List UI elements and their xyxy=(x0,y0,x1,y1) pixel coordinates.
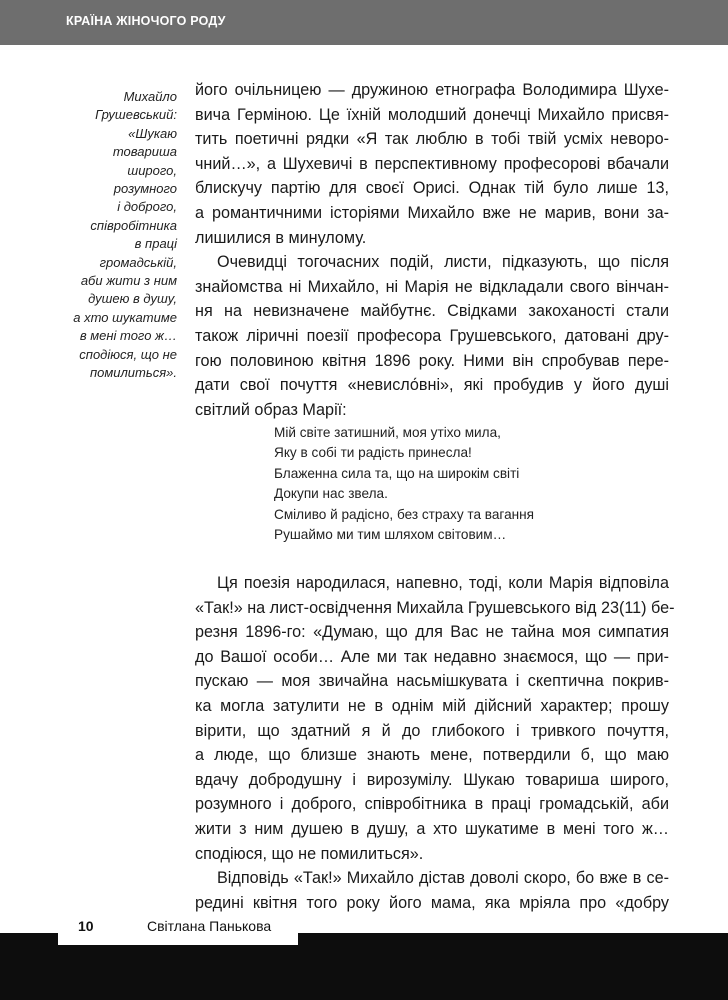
poem-line: Яку в собі ти радість принесла! xyxy=(274,445,472,461)
body-line: сподіюся, що не помилиться». xyxy=(195,844,424,863)
margin-quote-line: «Шукаю xyxy=(128,125,177,141)
body-line: «Так!» на лист-освідчення Михайла Грушевського від 23(11) бе- xyxy=(195,598,675,617)
poem-line: Докупи нас звела. xyxy=(274,486,388,502)
footer-author: Світлана Панькова xyxy=(147,918,272,934)
margin-quote-line: Михайло xyxy=(123,89,177,104)
running-header-title: КРАЇНА ЖІНОЧОГО РОДУ xyxy=(66,14,226,28)
body-line: редині квітня того року його мама, яка мріяла про «добру xyxy=(195,893,669,912)
margin-quote-line: товариша xyxy=(112,144,177,160)
body-line: блискучу партію для своєї Орисі. Однак тій було лише 13, xyxy=(195,179,669,198)
margin-quote-line: співробітника xyxy=(90,217,177,233)
body-line: ня на невизначене майбутнє. Свідками закоханості стали xyxy=(195,302,669,321)
poem-line: Рушаймо ми тим шляхом світовим… xyxy=(274,527,507,543)
poem-line: Мій світе затишний, моя утіхо мила, xyxy=(274,425,501,440)
body-line: Очевидці тогочасних подій, листи, підказують, що після xyxy=(217,253,669,272)
body-line: дати свої почуття «невисло́вні», які пробудив у його душі xyxy=(195,376,669,395)
margin-quote-line: помилиться». xyxy=(89,365,177,381)
poem xyxy=(274,423,604,545)
body-line: чний…», а Шухевичі в перспективному професорові вбачали xyxy=(195,154,669,173)
margin-quote-line: аби жити з ним xyxy=(80,273,177,289)
margin-quote-line: Грушевський: xyxy=(95,107,177,123)
margin-quote-line: розумного xyxy=(113,181,177,197)
body-line: вича Герміною. Це їхній молодший донечці Михайло присвя- xyxy=(195,105,669,124)
body-text-bottom xyxy=(195,571,675,915)
body-line: гою половиною квітня 1896 року. Ними він спробував пере- xyxy=(195,351,669,370)
body-line: а люде, що близше знають мене, потвердили б, що маю xyxy=(195,746,669,765)
body-text-top xyxy=(195,78,669,422)
margin-quote-line: в праці xyxy=(134,236,177,252)
margin-quote xyxy=(60,88,177,383)
body-line: до Вашої особи… Але ми так недавно знаємося, що — при- xyxy=(195,647,669,666)
body-line: пускаю — моя звичайна насьмішкувата і скептична покрив- xyxy=(195,672,669,691)
page-number: 10 xyxy=(78,918,94,934)
margin-quote-line: сподіюся, що не xyxy=(79,346,177,362)
body-line: Ця поезія народилася, напевно, тоді, коли Марія відповіла xyxy=(217,574,669,592)
poem-line: Блаженна сила та, що на широкім світі xyxy=(274,465,520,481)
body-line: жити з ним душею в душу, а хто шукатиме в мені того ж… xyxy=(195,819,669,838)
body-line: його очільницею — дружиною етнографа Володимира Шухе- xyxy=(195,81,669,99)
body-line: світлий образ Марії: xyxy=(195,400,347,419)
margin-quote-line: а хто шукатиме xyxy=(73,309,177,325)
body-line: також ліричні поезії професора Грушевського, датовані дру- xyxy=(195,326,669,345)
body-line: вдачу добродушну і вирозумілу. Шукаю товариша широго, xyxy=(195,770,669,789)
body-line: а романтичними історіями Михайло вже не марив, вони за- xyxy=(195,203,669,222)
body-line: тить поетичні рядки «Я так люблю в тобі твій усміх неворо- xyxy=(195,130,669,149)
body-line: Відповідь «Так!» Михайло дістав доволі скоро, бо вже в се- xyxy=(217,869,669,888)
poem-line: Сміливо й радісно, без страху та вагання xyxy=(274,506,535,522)
body-line: лишилися в минулому. xyxy=(195,228,367,247)
margin-quote-line: громадській, xyxy=(99,254,177,270)
margin-quote-line: душею в душу, xyxy=(88,291,177,307)
body-line: знайомства ні Михайло, ні Марія не відкладали свого вінчан- xyxy=(195,277,669,296)
running-header-bar xyxy=(0,0,728,45)
body-line: резня 1896-го: «Думаю, що для Вас не тайна моя симпатия xyxy=(195,623,669,642)
margin-quote-line: широго, xyxy=(127,162,177,178)
body-line: ка могла затулити не в однім мій дійсний характер; прошу xyxy=(195,696,669,715)
body-line: розумного і доброго, співробітника в праці громадській, аби xyxy=(195,795,669,814)
body-line: вірити, що здатний я й до глибокого і тривкого почуття, xyxy=(195,721,669,740)
margin-quote-line: в мені того ж… xyxy=(79,328,177,344)
margin-quote-line: і доброго, xyxy=(117,199,177,215)
